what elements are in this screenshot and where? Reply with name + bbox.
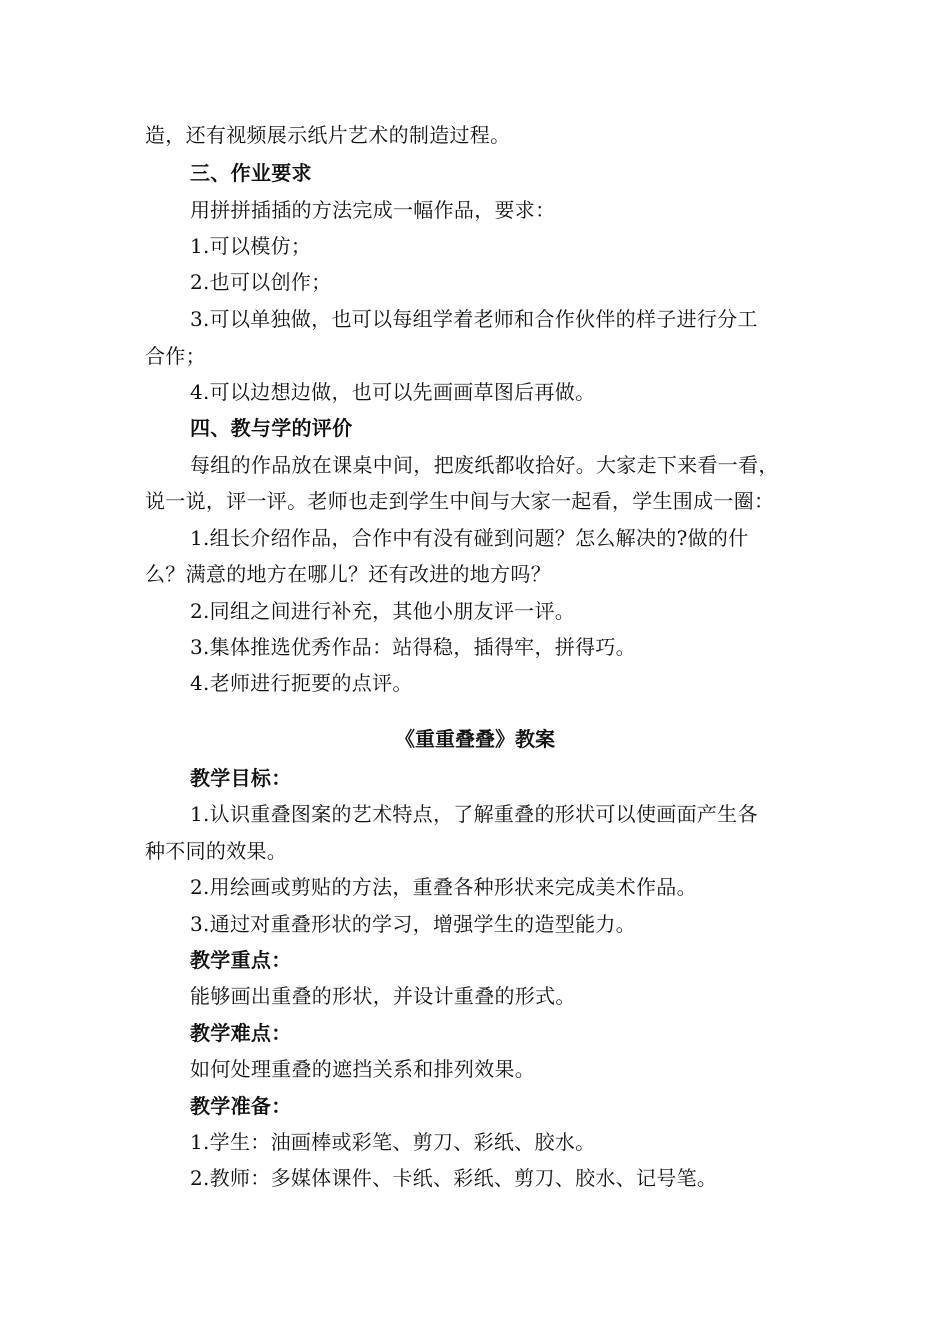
homework-item-3-cont: 合作； xyxy=(145,344,206,368)
preparation-teacher: 2.教师：多媒体课件、卡纸、彩纸、剪刀、胶水、记号笔。 xyxy=(190,1166,718,1190)
objective-3: 3.通过对重叠形状的学习，增强学生的造型能力。 xyxy=(190,912,636,936)
objective-1-cont: 种不同的效果。 xyxy=(145,839,288,863)
heading-difficulties: 教学难点： xyxy=(190,1021,292,1045)
section-heading-homework: 三、作业要求 xyxy=(190,161,312,185)
homework-intro: 用拼拼插插的方法完成一幅作品，要求： xyxy=(190,198,556,222)
evaluation-item-3: 3.集体推选优秀作品：站得稳，插得牢，拼得巧。 xyxy=(190,635,636,659)
key-points-text: 能够画出重叠的形状，并设计重叠的形式。 xyxy=(190,984,576,1008)
section-heading-evaluation: 四、教与学的评价 xyxy=(190,416,353,440)
evaluation-item-1: 1.组长介绍作品，合作中有没有碰到问题？怎么解决的?做的什 xyxy=(190,526,749,550)
evaluation-item-1-cont: 么？满意的地方在哪儿？还有改进的地方吗？ xyxy=(145,562,551,586)
paragraph-continuation: 造，还有视频展示纸片艺术的制造过程。 xyxy=(145,123,511,147)
homework-item-1: 1.可以模仿； xyxy=(190,234,312,258)
difficulties-text: 如何处理重叠的遮挡关系和排列效果。 xyxy=(190,1057,536,1081)
heading-key-points: 教学重点： xyxy=(190,948,292,972)
preparation-student: 1.学生：油画棒或彩笔、剪刀、彩纸、胶水。 xyxy=(190,1130,596,1154)
homework-item-4: 4.可以边想边做，也可以先画画草图后再做。 xyxy=(190,380,596,404)
evaluation-item-2: 2.同组之间进行补充，其他小朋友评一评。 xyxy=(190,599,576,623)
evaluation-intro-cont: 说一说，评一评。老师也走到学生中间与大家一起看，学生围成一圈： xyxy=(145,489,775,513)
homework-item-3: 3.可以单独做，也可以每组学着老师和合作伙伴的样子进行分工 xyxy=(190,307,758,331)
homework-item-2: 2.也可以创作； xyxy=(190,270,332,294)
lesson-plan-title: 《重重叠叠》教案 xyxy=(395,727,555,751)
objective-1: 1.认识重叠图案的艺术特点，了解重叠的形状可以使画面产生各 xyxy=(190,802,758,826)
objective-2: 2.用绘画或剪贴的方法，重叠各种形状来完成美术作品。 xyxy=(190,875,697,899)
evaluation-item-4: 4.老师进行扼要的点评。 xyxy=(190,671,413,695)
heading-objectives: 教学目标： xyxy=(190,766,292,790)
heading-preparation: 教学准备： xyxy=(190,1094,292,1118)
evaluation-intro: 每组的作品放在课桌中间，把废纸都收拾好。大家走下来看一看， xyxy=(190,453,779,477)
